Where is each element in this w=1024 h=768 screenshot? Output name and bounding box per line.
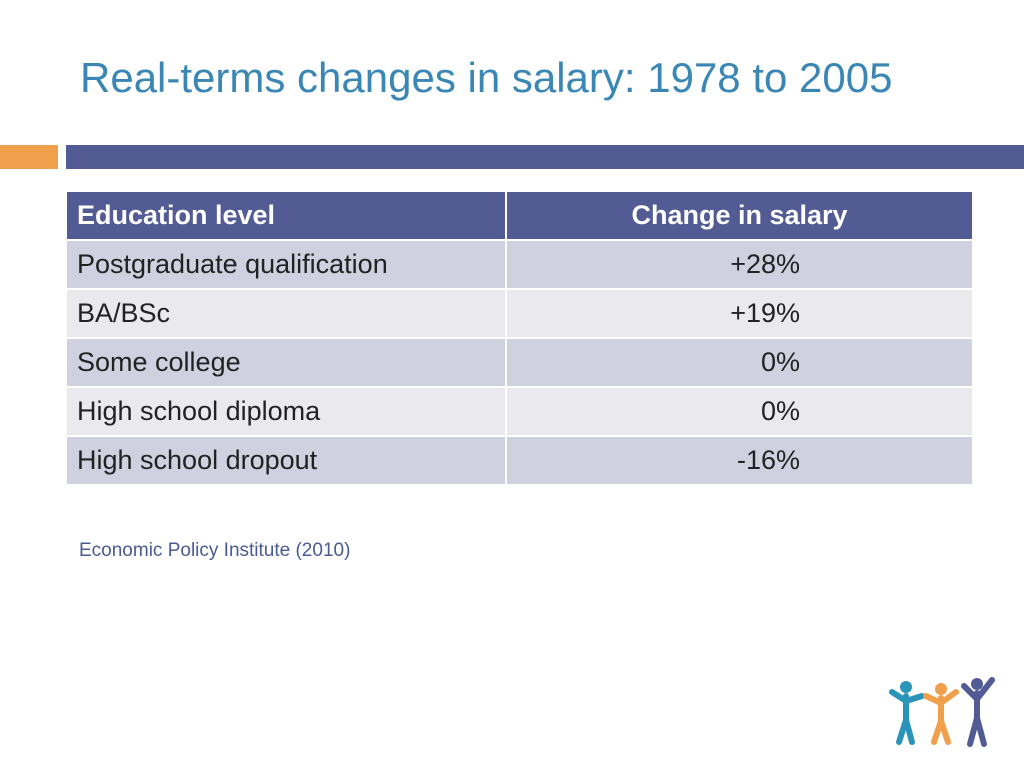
column-header-change-in-salary: Change in salary: [507, 192, 972, 241]
title-accent-bar: [0, 145, 58, 169]
table-row: [67, 290, 972, 339]
table-row: [67, 437, 972, 486]
education-level-cell: Some college: [67, 339, 507, 388]
person-figure-right: [964, 678, 992, 744]
salary-change-cell: 0%: [507, 339, 972, 388]
education-level-cell: High school dropout: [67, 437, 507, 486]
table-row: [67, 339, 972, 388]
education-level-cell: BA/BSc: [67, 290, 507, 339]
salary-change-cell: 0%: [507, 388, 972, 437]
person-figure-middle: [926, 683, 956, 742]
salary-change-cell: +28%: [507, 241, 972, 290]
people-group-icon: [884, 672, 1004, 752]
education-level-cell: High school diploma: [67, 388, 507, 437]
column-header-education-level: Education level: [67, 192, 507, 241]
table-row: [67, 388, 972, 437]
table-header-row: [67, 192, 972, 241]
title-underline-bar: [66, 145, 1024, 169]
education-level-cell: Postgraduate qualification: [67, 241, 507, 290]
slide-title: Real-terms changes in salary: 1978 to 2005: [80, 54, 893, 101]
salary-change-cell: +19%: [507, 290, 972, 339]
table-row: [67, 241, 972, 290]
salary-table: [67, 192, 972, 486]
salary-change-cell: -16%: [507, 437, 972, 486]
person-figure-left: [892, 681, 922, 742]
source-citation: Economic Policy Institute (2010): [79, 540, 351, 561]
